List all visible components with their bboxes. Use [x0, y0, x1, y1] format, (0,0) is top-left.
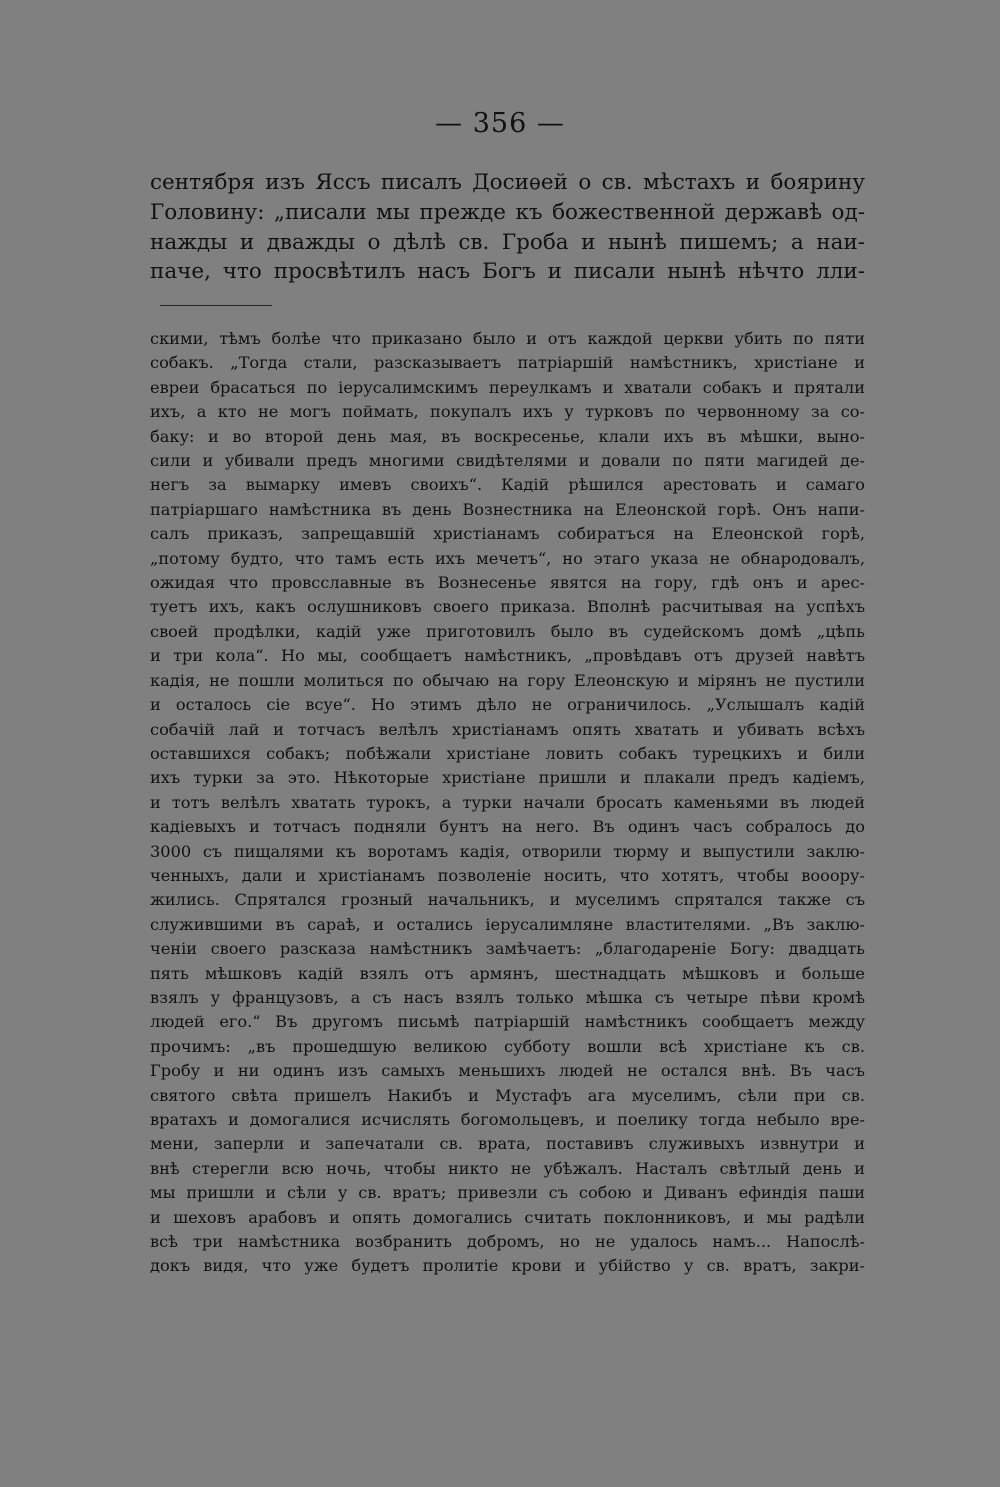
footnote-line: кадія, не пошли молиться по обычаю на гору Елеонскую и мірянъ не пустили [150, 670, 865, 690]
footnote-line: патріаршаго намѣстника въ день Вознестника на Елеонской горѣ. Онъ напи- [150, 499, 865, 519]
footnote-line: евреи брасаться по іерусалимскимъ переулкамъ и хватали собакъ и прятали [150, 377, 865, 397]
footnote-line: пять мѣшковъ кадій взялъ отъ армянъ, шестнадцать мѣшковъ и больше [150, 963, 865, 983]
footnote-line: святого свѣта пришелъ Накибъ и Мустафъ ага муселимъ, сѣли при св. [150, 1085, 865, 1105]
footnote-line: людей его.“ Въ другомъ письмѣ патріаршій намѣстникъ сообщаетъ между [150, 1012, 865, 1032]
footnote-line: 3000 съ пищалями къ воротамъ кадія, отворили тюрму и выпустили заклю- [150, 841, 865, 861]
footnote-line: собачій лай и тотчасъ велѣлъ христіанамъ опять хватать и убивать всѣхъ [150, 719, 865, 739]
footnote-line: докъ видя, что уже будетъ пролитіе крови и убійство у св. вратъ, закри- [150, 1256, 865, 1276]
footnote-line: мени, заперли и запечатали св. врата, поставивъ служивыхъ извнутри и [150, 1134, 865, 1154]
footnote-line: служившими въ сараѣ, и остались іерусалимляне властителями. „Въ заклю- [150, 914, 865, 934]
footnote-line: „потому будто, что тамъ есть ихъ мечетъ“, но этаго указа не обнародовалъ, [150, 548, 865, 568]
footnote-line: кадіевыхъ и тотчасъ подняли бунтъ на него. Въ одинъ часъ собралось до [150, 817, 865, 837]
footnote-line: мы пришли и сѣли у св. вратъ; привезли съ собою и Диванъ ефиндія паши [150, 1183, 865, 1203]
footnote-line: внѣ стерегли всю ночь, чтобы никто не убѣжалъ. Насталъ свѣтлый день и [150, 1158, 865, 1178]
footnote-line: баку: и во второй день мая, въ воскресенье, клали ихъ въ мѣшки, выно- [150, 426, 865, 446]
footnote-line: собакъ. „Тогда стали, разсказываетъ патріаршій намѣстникъ, христіане и [150, 353, 865, 373]
footnote-line: всѣ три намѣстника возбранить добромъ, но не удалось намъ... Напослѣ- [150, 1232, 865, 1252]
main-text-line: Головину: „писали мы прежде къ божественной державѣ од- [150, 199, 865, 225]
footnote-line: и три кола“. Но мы, сообщаетъ намѣстникъ, „провѣдавъ отъ друзей навѣтъ [150, 646, 865, 666]
footnote-line: оставшихся собакъ; побѣжали христіане ловить собакъ турецкихъ и били [150, 743, 865, 763]
footnote-line: и тотъ велѣлъ хватать турокъ, а турки начали бросать каменьями въ людей [150, 792, 865, 812]
footnote-line: ихъ турки за это. Нѣкоторые христіане пришли и плакали предъ кадіемъ, [150, 768, 865, 788]
footnote-line: сили и убивали предъ многими свидѣтелями и довали по пяти магидей де- [150, 451, 865, 471]
main-text [150, 168, 865, 287]
footnote-line: салъ приказъ, запрещавшій христіанамъ собиратъся на Елеонской горѣ, [150, 524, 865, 544]
footnote-line: прочимъ: „въ прошедшую великою субботу вошли всѣ христіане къ св. [150, 1036, 865, 1056]
footnote-line: туетъ ихъ, какъ ослушниковъ своего приказа. Вполнѣ расчитывая на успѣхъ [150, 597, 865, 617]
footnote [150, 327, 865, 1279]
footnote-line: и шеховъ арабовъ и опять домогались считать поклонниковъ, и мы радѣли [150, 1207, 865, 1227]
footnote-line: своей продѣлки, кадій уже приготовилъ было въ судейскомъ домѣ „цѣпь [150, 621, 865, 641]
footnote-line: ченіи своего разсказа намѣстникъ замѣчаетъ: „благодареніе Богу: двадцать [150, 939, 865, 959]
main-text-line: паче, что просвѣтилъ насъ Богъ и писали нынѣ нѣчто лли- [150, 259, 865, 285]
page-number: — 356 — [435, 108, 565, 139]
footnote-separator [160, 305, 272, 306]
main-text-line: нажды и дважды о дѣлѣ св. Гроба и нынѣ пишемъ; а наи- [150, 229, 865, 255]
footnote-line: скими, тѣмъ болѣе что приказано было и отъ каждой церкви убить по пяти [150, 329, 865, 348]
footnote-line: ихъ, а кто не могъ поймать, покупалъ ихъ у турковъ по червонному за со- [150, 402, 865, 422]
footnote-line: взялъ у французовъ, а съ насъ взялъ только мѣшка съ четыре пѣви кромѣ [150, 987, 865, 1007]
main-text-line: сентября изъ Яссъ писалъ Досиѳей о св. мѣстахъ и боярину [150, 170, 865, 195]
footnote-line: вратахъ и домогалися исчислять богомольцевъ, и поелику тогда небыло вре- [150, 1110, 865, 1129]
footnote-line: ченныхъ, дали и христіанамъ позволеніе носить, что хотятъ, чтобы вооору- [150, 865, 865, 885]
footnote-line: жились. Спрятался грозный начальникъ, и муселимъ спрятался также съ [150, 890, 865, 910]
footnote-line: негъ за вымарку имевъ своихъ“. Кадій рѣшился арестовать и самаго [150, 475, 865, 495]
footnote-line: и осталось сіе всуе“. Но этимъ дѣло не ограничилось. „Услышалъ кадій [150, 695, 865, 715]
footnote-line: Гробу и ни одинъ изъ самыхъ меньшихъ людей не остался внѣ. Въ часъ [150, 1061, 865, 1081]
footnote-line: ожидая что провсславные въ Вознесенье явятся на гору, гдѣ онъ и арес- [150, 573, 865, 593]
